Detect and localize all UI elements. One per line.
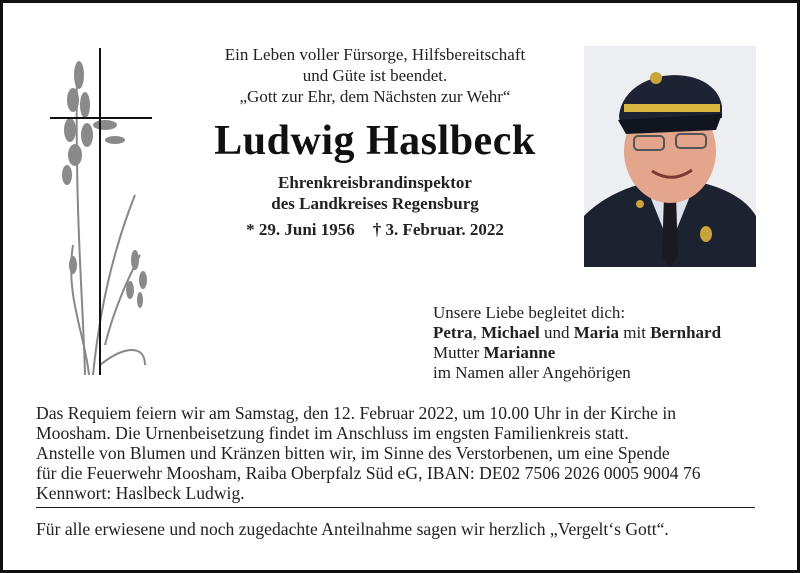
body-line: Anstelle von Blumen und Kränzen bitten wir, im Sinne des Verstorbenen, um eine Spende <box>36 443 670 463</box>
verse-line: und Güte ist beendet. <box>302 66 448 85</box>
cross-with-grass-icon <box>45 45 160 380</box>
service-details <box>36 403 701 503</box>
family-closing: im Namen aller Angehörigen <box>433 363 631 382</box>
member-name: Petra <box>433 323 473 342</box>
verse-line: „Gott zur Ehr, dem Nächsten zur Wehr“ <box>239 87 511 106</box>
member-name: Michael <box>481 323 540 342</box>
body-line: Moosham. Die Urnenbeisetzung findet im Anschluss im engsten Familienkreis statt. <box>36 423 629 443</box>
death-date: † 3. Februar. 2022 <box>372 220 504 239</box>
separator: mit <box>619 323 651 342</box>
separator: und <box>539 323 574 342</box>
member-name: Bernhard <box>650 323 722 342</box>
life-dates <box>190 220 560 240</box>
mother-label: Mutter <box>433 343 484 362</box>
verse-line: Ein Leben voller Fürsorge, Hilfsbereitschaft <box>224 45 526 64</box>
portrait-photo <box>584 46 756 267</box>
member-name: Maria <box>573 323 620 342</box>
title-line: Ehrenkreisbrandinspektor <box>278 173 472 192</box>
separator: , <box>472 323 482 342</box>
divider <box>36 507 755 508</box>
deceased-name: Ludwig Haslbeck <box>214 118 536 164</box>
member-name: Marianne <box>483 343 556 362</box>
family-members <box>433 323 721 343</box>
family-signature <box>433 303 721 383</box>
birth-date: * 29. Juni 1956 <box>246 220 355 239</box>
title-line: des Landkreises Regensburg <box>271 194 479 213</box>
body-line: Das Requiem feiern wir am Samstag, den 12. Februar 2022, um 10.00 Uhr in der Kirche in <box>36 403 677 423</box>
family-mother <box>433 343 721 363</box>
deceased-title <box>190 172 560 214</box>
thanks-line: Für alle erwiesene und noch zugedachte Anteilnahme sagen wir herzlich „Vergelt‘s Gott“. <box>36 519 669 539</box>
family-intro: Unsere Liebe begleitet dich: <box>433 303 626 322</box>
body-line: für die Feuerwehr Moosham, Raiba Oberpfalz Süd eG, IBAN: DE02 7506 2026 0005 9004 76 <box>36 463 701 483</box>
body-line: Kennwort: Haslbeck Ludwig. <box>36 483 245 503</box>
intro-verse <box>190 44 560 107</box>
